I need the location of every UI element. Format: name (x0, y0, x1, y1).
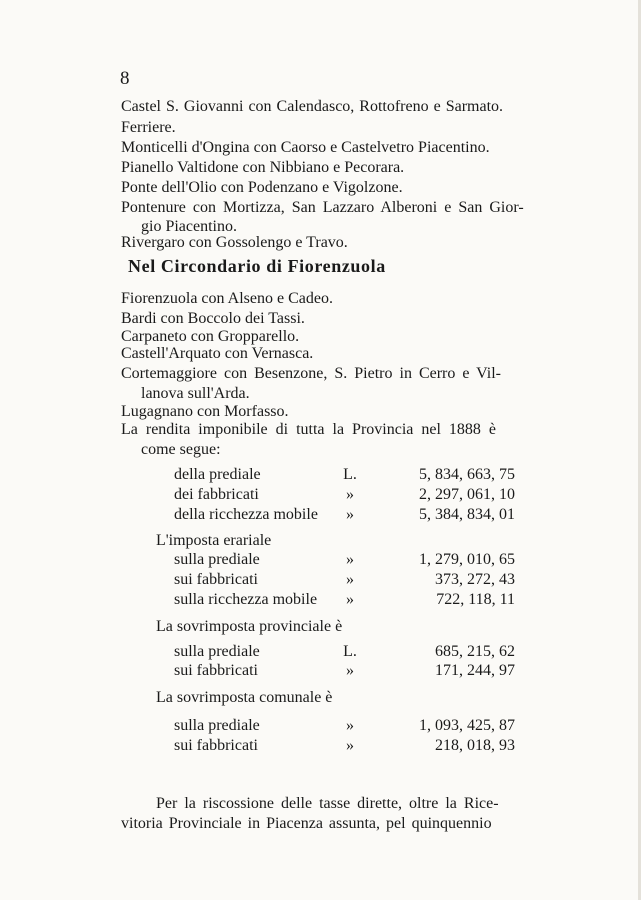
section-heading: Nel Circondario di Fiorenzuola (128, 256, 386, 276)
row-amount: 5, 384, 834, 01 (419, 506, 515, 523)
row-label: sulla prediale (174, 643, 260, 660)
text-line: Bardi con Boccolo dei Tassi. (121, 310, 305, 327)
row-amount: 171, 244, 97 (435, 662, 515, 679)
row-amount: 2, 297, 061, 10 (419, 486, 515, 503)
row-amount: 685, 215, 62 (435, 643, 515, 660)
text-line: Lugagnano con Morfasso. (121, 403, 289, 420)
page-number: 8 (120, 68, 130, 89)
row-label: sui fabbricati (174, 571, 258, 588)
row-sign: » (346, 551, 354, 568)
row-label: sui fabbricati (174, 737, 258, 754)
row-label: della ricchezza mobile (174, 506, 318, 523)
row-label: dei fabbricati (174, 486, 259, 503)
text-line: Castel S. Giovanni con Calendasco, Rottofreno e Sarmato. (121, 98, 504, 115)
text-line: gio Piacentino. (141, 218, 237, 235)
text-line: vitoria Provinciale in Piacenza assunta, pel quinquennio (121, 815, 492, 832)
row-amount: 5, 834, 663, 75 (419, 466, 515, 483)
text-line: Pianello Valtidone con Nibbiano e Pecorara. (121, 159, 405, 176)
row-amount: 1, 279, 010, 65 (419, 551, 515, 568)
row-amount: 722, 118, 11 (436, 591, 515, 608)
text-line: Rivergaro con Gossolengo e Travo. (121, 234, 348, 251)
text-line: Castell'Arquato con Vernasca. (121, 345, 314, 362)
row-label: sulla prediale (174, 551, 260, 568)
text-line: lanova sull'Arda. (141, 385, 250, 402)
row-label: sui fabbricati (174, 662, 258, 679)
row-label: sulla ricchezza mobile (174, 591, 318, 608)
text-line: Pontenure con Mortizza, San Lazzaro Alberoni e San Gior- (121, 199, 524, 216)
text-line: come segue: (141, 441, 221, 458)
text-line: Per la riscossione delle tasse dirette, oltre la Rice- (156, 795, 499, 812)
row-label: sulla prediale (174, 717, 260, 734)
row-sign: L. (343, 466, 357, 483)
text-line: La rendita imponibile di tutta la Provincia nel 1888 è (121, 421, 497, 438)
text-line: Monticelli d'Ongina con Caorso e Castelvetro Piacentino. (121, 139, 490, 156)
text-line: Fiorenzuola con Alseno e Cadeo. (121, 290, 333, 307)
row-amount: 1, 093, 425, 87 (419, 717, 515, 734)
row-sign: » (346, 506, 354, 523)
row-amount: 373, 272, 43 (435, 571, 515, 588)
row-sign: » (346, 717, 354, 734)
text-line: Cortemaggiore con Besenzone, S. Pietro in Cerro e Vil- (121, 365, 501, 382)
row-sign: » (346, 591, 354, 608)
row-sign: L. (343, 643, 357, 660)
text-line: Ponte dell'Olio con Podenzano e Vigolzone. (121, 179, 403, 196)
group-title: L'imposta erariale (156, 532, 272, 549)
text-line: Ferriere. (121, 119, 176, 136)
text-line: Carpaneto con Gropparello. (121, 328, 300, 345)
row-sign: » (346, 571, 354, 588)
row-sign: » (346, 486, 354, 503)
group-title: La sovrimposta comunale è (156, 689, 333, 706)
row-amount: 218, 018, 93 (435, 737, 515, 754)
row-sign: » (346, 662, 354, 679)
row-sign: » (346, 737, 354, 754)
group-title: La sovrimposta provinciale è (156, 618, 343, 635)
row-label: della prediale (174, 466, 261, 483)
